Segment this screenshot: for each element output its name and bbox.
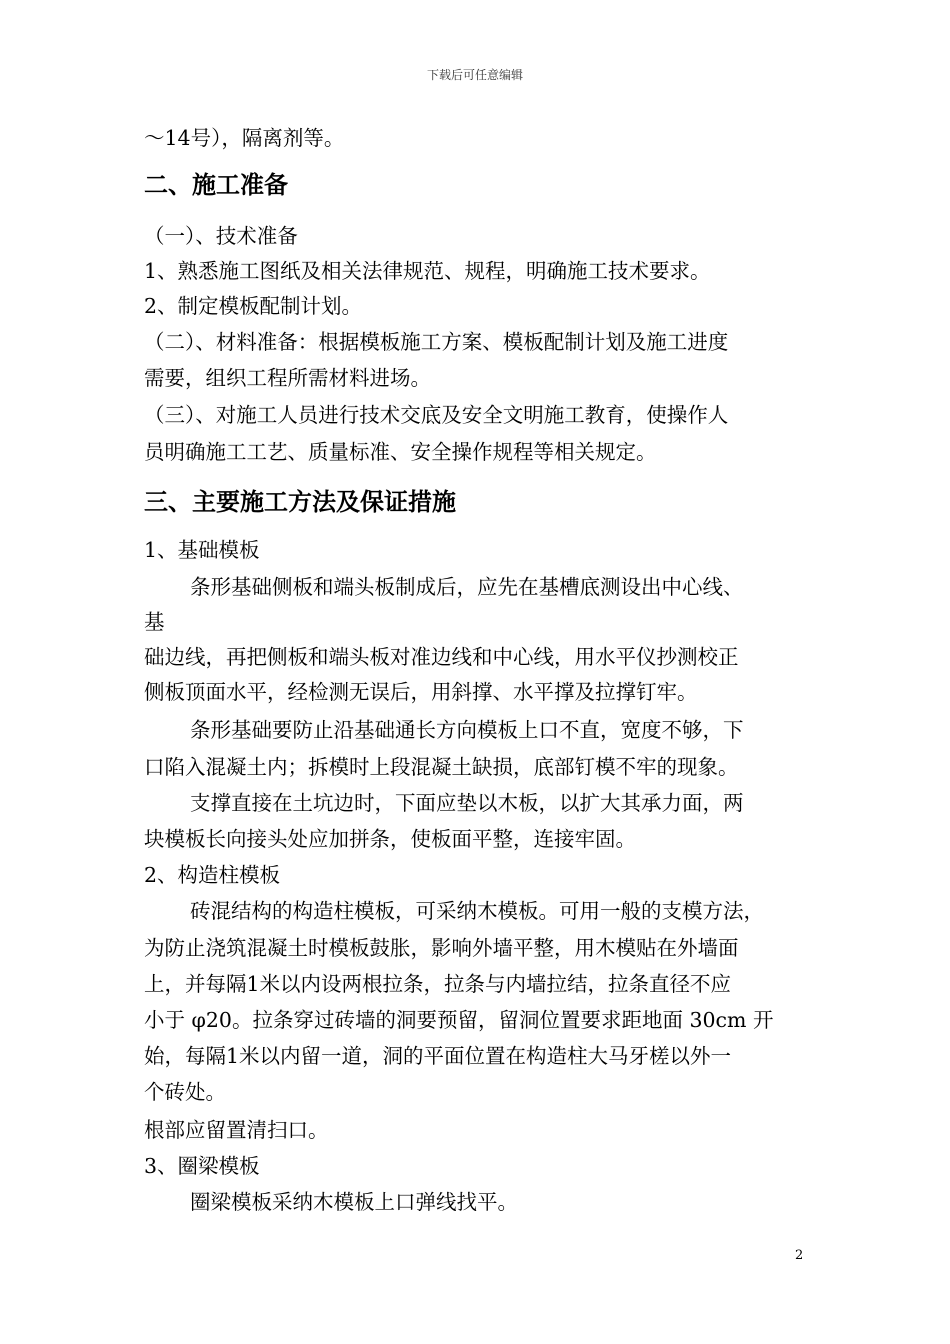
text-line: （三）、对施工人员进行技术交底及安全文明施工教育，使操作人 <box>144 403 729 427</box>
text-line: 3、圈梁模板 <box>144 1154 260 1178</box>
text-line: 2、构造柱模板 <box>144 863 281 887</box>
text-line: 小于 φ20。拉条穿过砖墙的洞要预留，留洞位置要求距地面 30cm 开 <box>144 1008 774 1032</box>
page-number: 2 <box>795 1248 804 1263</box>
text-line: 基 <box>144 610 165 634</box>
text-line: 支撑直接在土坑边时，下面应垫以木板，以扩大其承力面，两 <box>190 791 744 815</box>
text-line: 砖混结构的构造柱模板，可采纳木模板。可用一般的支模方法， <box>190 899 764 923</box>
text-line: 个砖处。 <box>144 1080 226 1104</box>
text-line: 根部应留置清扫口。 <box>144 1118 329 1142</box>
text-line: 需要，组织工程所需材料进场。 <box>144 366 431 390</box>
text-line: 2、制定模板配制计划。 <box>144 294 363 318</box>
text-line: 块模板长向接头处应加拼条，使板面平整，连接牢固。 <box>144 827 636 851</box>
text-line: 员明确施工工艺、质量标准、安全操作规程等相关规定。 <box>144 440 657 464</box>
text-line: 础边线，再把侧板和端头板对准边线和中心线，用水平仪抄测校正 <box>144 645 739 669</box>
text-line: 始，每隔1米以内留一道，洞的平面位置在构造柱大马牙槎以外一 <box>144 1044 732 1068</box>
text-line: 1、基础模板 <box>144 538 260 562</box>
section-heading: 三、主要施工方法及保证措施 <box>144 488 456 516</box>
text-line: 上，并每隔1米以内设两根拉条，拉条与内墙拉结，拉条直径不应 <box>144 972 732 996</box>
text-line: 1、熟悉施工图纸及相关法律规范、规程，明确施工技术要求。 <box>144 259 711 283</box>
text-line: 侧板顶面水平，经检测无误后，用斜撑、水平撑及拉撑钉牢。 <box>144 680 698 704</box>
text-line: 圈梁模板采纳木模板上口弹线找平。 <box>190 1190 518 1214</box>
section-heading: 二、施工准备 <box>144 171 288 199</box>
page-header: 下载后可任意编辑 <box>426 68 523 82</box>
text-line: 条形基础要防止沿基础通长方向模板上口不直，宽度不够，下 <box>190 718 744 742</box>
text-line: 条形基础侧板和端头板制成后，应先在基槽底测设出中心线、 <box>190 575 744 599</box>
text-line: 口陷入混凝土内；拆模时上段混凝土缺损，底部钉模不牢的现象。 <box>144 755 739 779</box>
text-line: 为防止浇筑混凝土时模板鼓胀，影响外墙平整，用木模贴在外墙面 <box>144 936 739 960</box>
text-line: （二）、材料准备：根据模板施工方案、模板配制计划及施工进度 <box>144 330 729 354</box>
text-line: ～14号），隔离剂等。 <box>144 126 345 150</box>
text-line: （一）、技术准备 <box>144 224 298 248</box>
